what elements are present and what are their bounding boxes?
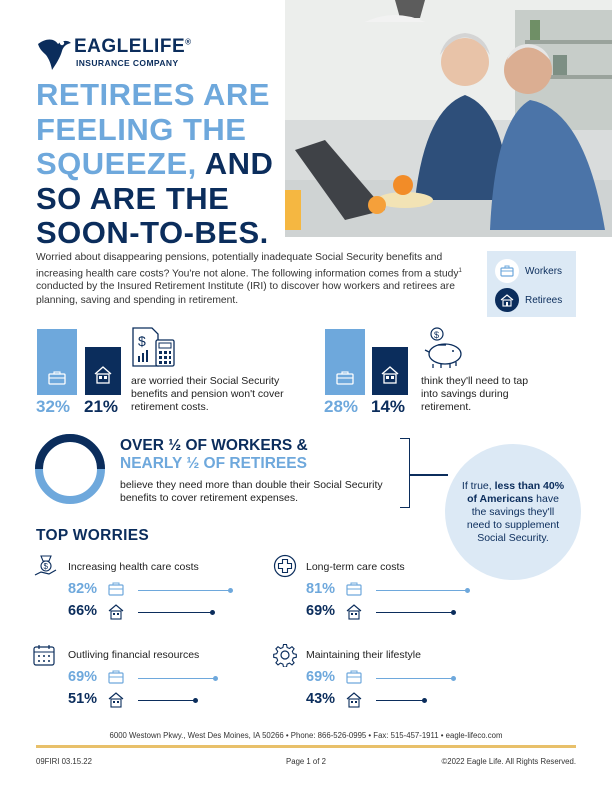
calculator-document-icon <box>130 326 176 368</box>
headline-line-5: SOON-TO-BES. <box>36 215 269 250</box>
logo-name: EAGLELIFE® <box>74 36 192 57</box>
footer-address: 6000 Westown Pkwy., West Des Moines, IA 50266 • Phone: 866-526-0995 • Fax: 515-457-1911 • eagle-lifeco.com <box>109 731 503 740</box>
svg-text:$: $ <box>138 333 146 349</box>
stat2-text: think they'll need to tap into savings during retirement. <box>421 375 529 413</box>
worry-1-label: Increasing health care costs <box>68 561 199 573</box>
donut-title <box>120 437 308 473</box>
worry-1-workers-pct: 82% <box>68 581 98 597</box>
logo-subtitle: INSURANCE COMPANY <box>76 58 179 68</box>
worry-2-workers-bar <box>376 590 467 591</box>
worry-3-workers-bar <box>138 678 215 679</box>
worry-1-retirees-bar <box>138 612 212 613</box>
savings-callout: If true, less than 40% of Americans have the savings they'll need to supplement Social Security. <box>445 444 581 580</box>
briefcase-icon <box>346 582 362 601</box>
worry-4-workers-bar <box>376 678 453 679</box>
worry-3-retirees-dot <box>193 698 198 703</box>
page-number: Page 1 of 2 <box>286 757 326 766</box>
worry-1-retirees-dot <box>210 610 215 615</box>
worry-1-workers-bar <box>138 590 230 591</box>
worry-3-retirees-pct: 51% <box>68 691 98 707</box>
svg-text:$: $ <box>43 562 48 571</box>
donut-title-retirees: NEARLY ½ OF RETIREES <box>120 455 307 472</box>
briefcase-icon <box>336 371 354 385</box>
house-icon <box>495 288 519 312</box>
legend-retirees-label: Retirees <box>525 294 563 306</box>
money-hand-icon <box>33 553 59 579</box>
worry-2-retirees-dot <box>451 610 456 615</box>
donut-description: believe they need more than double their Social Security benefits to cover retirement expenses. <box>120 479 383 504</box>
bracket-divider <box>400 438 410 508</box>
headline-line-2: FEELING THE <box>36 111 247 147</box>
stat2-retirees-pct: 14% <box>371 397 406 416</box>
stat2-retirees-bar <box>372 347 408 395</box>
donut-title-workers: OVER ½ OF WORKERS & <box>120 437 308 454</box>
house-icon <box>380 365 400 385</box>
worry-2-label: Long-term care costs <box>306 561 405 573</box>
worry-4-retirees-bar <box>376 700 424 701</box>
worry-4-retirees-dot <box>422 698 427 703</box>
copyright: ©2022 Eagle Life. All Rights Reserved. <box>441 757 576 766</box>
eagle-icon <box>36 34 72 72</box>
document-code: 09FIRI 03.15.22 <box>36 757 92 766</box>
worry-2-workers-dot <box>465 588 470 593</box>
gear-icon <box>273 643 297 667</box>
headline-line-1: RETIREES ARE <box>36 77 270 112</box>
legend-workers-label: Workers <box>525 265 563 277</box>
legend-workers <box>495 259 562 283</box>
svg-text:$: $ <box>434 330 440 340</box>
stat1-text: are worried their Social Security benefits and pension won't cover retirement costs. <box>131 375 284 413</box>
worry-4-workers-pct: 69% <box>306 669 336 685</box>
legend <box>487 251 576 317</box>
headline-line-3: SQUEEZE, AND <box>36 146 274 181</box>
worry-3-label: Outliving financial resources <box>68 649 200 661</box>
stat1-workers-pct: 32% <box>36 397 71 416</box>
worry-2-retirees-bar <box>376 612 453 613</box>
worry-1-workers-dot <box>228 588 233 593</box>
retired-couple-photo <box>285 0 612 237</box>
headline <box>36 78 296 251</box>
footer-divider <box>36 745 576 748</box>
worry-2-workers-pct: 81% <box>306 581 336 597</box>
stat1-retirees-pct: 21% <box>84 397 119 416</box>
worry-4-label: Maintaining their lifestyle <box>306 649 421 661</box>
plus-circle-icon <box>273 554 297 578</box>
headline-line-4: SO ARE THE <box>36 180 230 216</box>
donut-chart <box>34 433 106 505</box>
eaglelife-logo <box>36 34 206 74</box>
house-icon <box>346 604 362 625</box>
bracket-connector <box>410 474 448 476</box>
briefcase-icon <box>495 259 519 283</box>
house-icon <box>108 692 124 713</box>
house-icon <box>346 692 362 713</box>
worry-3-retirees-bar <box>138 700 195 701</box>
stat2-workers-bar <box>325 329 365 395</box>
worry-2-retirees-pct: 69% <box>306 603 336 619</box>
stat2-workers-pct: 28% <box>324 397 359 416</box>
legend-retirees <box>495 288 562 312</box>
piggy-bank-icon <box>420 326 466 368</box>
house-icon <box>108 604 124 625</box>
stat1-workers-bar <box>37 329 77 395</box>
intro-paragraph: Worried about disappearing pensions, potentially inadequate Social Security benefits and increasing health care costs? You're not alone. The following information comes from a study$^1$ conducted by the Insured Retirement Institute (IRI) to discover how workers and retirees are planning, saving and spending in retirement. <box>36 252 462 306</box>
top-worries-title: TOP WORRIES <box>36 527 149 544</box>
worry-1-retirees-pct: 66% <box>68 603 98 619</box>
worry-4-workers-dot <box>451 676 456 681</box>
stat1-retirees-bar <box>85 347 121 395</box>
worry-4-retirees-pct: 43% <box>306 691 336 707</box>
briefcase-icon <box>48 371 66 385</box>
briefcase-icon <box>108 670 124 689</box>
calendar-icon <box>32 643 56 667</box>
briefcase-icon <box>346 670 362 689</box>
house-icon <box>93 365 113 385</box>
worry-3-workers-pct: 69% <box>68 669 98 685</box>
briefcase-icon <box>108 582 124 601</box>
worry-3-workers-dot <box>213 676 218 681</box>
